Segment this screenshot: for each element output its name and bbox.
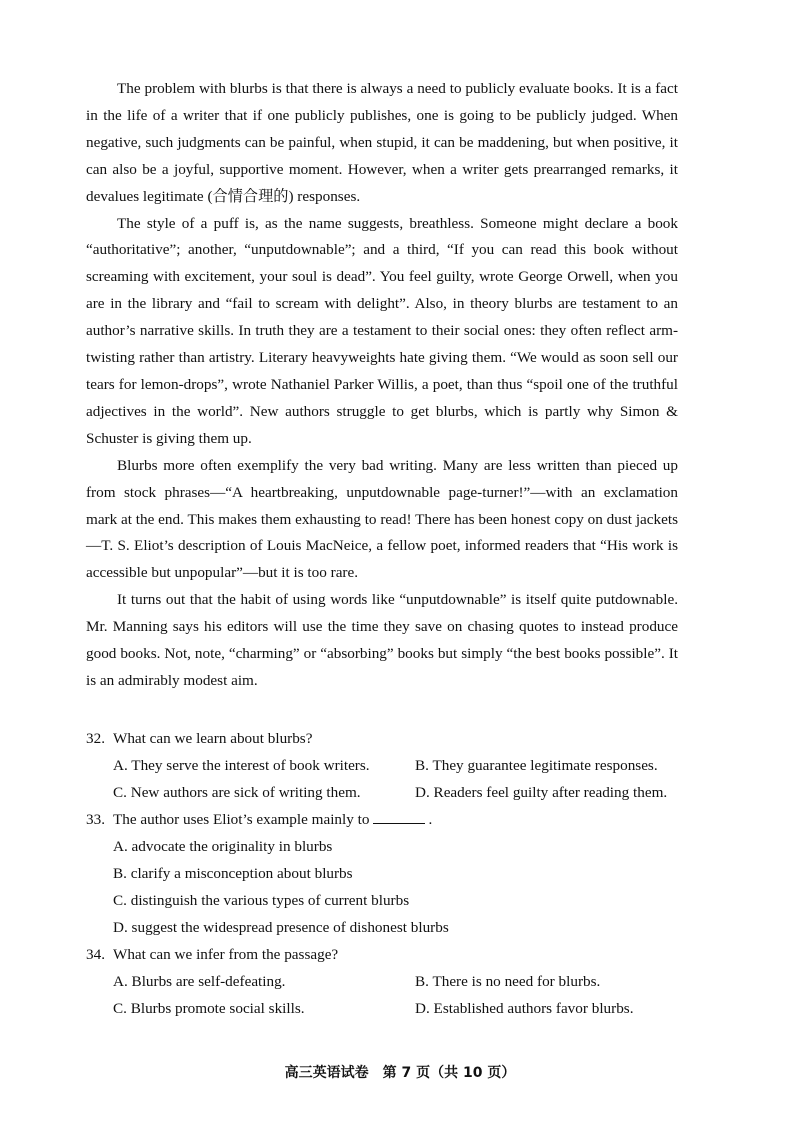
passage-paragraph-2: The style of a puff is, as the name suggests, breathless. Someone might declare a book “authoritative”; another, “unputdownable”; and a third, “If you can read this book without screaming with excitement, your soul is dead”. You feel guilty, wrote George Orwell, when you are in the library and “fail to scream with delight”. Also, in theory blurbs are testament to an author’s narrative skills. In truth they are a testament to their social ones: they often reflect arm-twisting rather than artistry. Literary heavyweights hate giving them. “We would as soon sell our tears for lemon-drops”, wrote Nathaniel Parker Willis, a poet, than thus “spoil one of the truthful adjectives in the world”. New authors struggle to get blurbs, which is partly why Simon & Schuster is giving them up.	[86, 214, 678, 447]
page-footer: 高三英语试卷 第 7 页（共 10 页）	[284, 1065, 516, 1081]
passage-paragraph-1: The problem with blurbs is that there is always a need to publicly evaluate books. It is a fact in the life of a writer that if one publicly publishes, one is going to be publicly judged. When negative, such judgments can be painful, when stupid, it can be maddening, but when positive, it can also be a joyful, supportive moment. However, when a writer gets prearranged remarks, it devalues legitimate (合情合理的) responses.	[86, 80, 678, 205]
option-b[interactable]: B. There is no need for blurbs.	[415, 972, 601, 990]
option-b[interactable]: B. They guarantee legitimate responses.	[415, 756, 658, 774]
option-d[interactable]: D. Established authors favor blurbs.	[415, 999, 634, 1017]
option-a[interactable]: A. They serve the interest of book writers.	[113, 756, 370, 774]
option-d[interactable]: D. Readers feel guilty after reading them.	[415, 783, 668, 801]
option-b[interactable]: B. clarify a misconception about blurbs	[113, 864, 353, 882]
question-list	[86, 725, 686, 1022]
question-number: 34.	[86, 945, 105, 963]
option-c[interactable]: C. Blurbs promote social skills.	[113, 999, 305, 1017]
question-number: 33.	[86, 810, 105, 828]
question-stem: The author uses Eliot’s example mainly to	[113, 810, 370, 828]
question-number: 32.	[86, 729, 105, 747]
question-34	[86, 941, 686, 1022]
question-stem: What can we infer from the passage?	[113, 945, 339, 963]
option-c[interactable]: C. New authors are sick of writing them.	[113, 783, 361, 801]
passage-paragraph-4: It turns out that the habit of using words like “unputdownable” is itself quite putdownable. Mr. Manning says his editors will use the time they save on chasing quotes to instead produce good books. Not, note, “charming” or “absorbing” books but simply “the best books possible”. It is an admirably modest aim.	[86, 591, 678, 689]
option-a[interactable]: A. advocate the originality in blurbs	[113, 837, 333, 855]
option-a[interactable]: A. Blurbs are self-defeating.	[113, 972, 286, 990]
question-33	[86, 806, 686, 941]
question-stem: What can we learn about blurbs?	[113, 729, 313, 747]
question-stem-end: .	[428, 810, 433, 828]
option-c[interactable]: C. distinguish the various types of current blurbs	[113, 891, 410, 909]
passage-paragraph-3: Blurbs more often exemplify the very bad writing. Many are less written than pieced up from stock phrases—“A heartbreaking, unputdownable page-turner!”—with an exclamation mark at the end. This makes them exhausting to read! There has been honest copy on dust jackets—T. S. Eliot’s description of Louis MacNeice, a fellow poet, informed readers that “His work is accessible but unpopular”—but it is too rare.	[86, 456, 678, 582]
option-d[interactable]: D. suggest the widespread presence of dishonest blurbs	[113, 918, 449, 936]
reading-passage	[86, 76, 678, 695]
question-32	[86, 725, 686, 806]
answer-blank	[373, 811, 425, 824]
